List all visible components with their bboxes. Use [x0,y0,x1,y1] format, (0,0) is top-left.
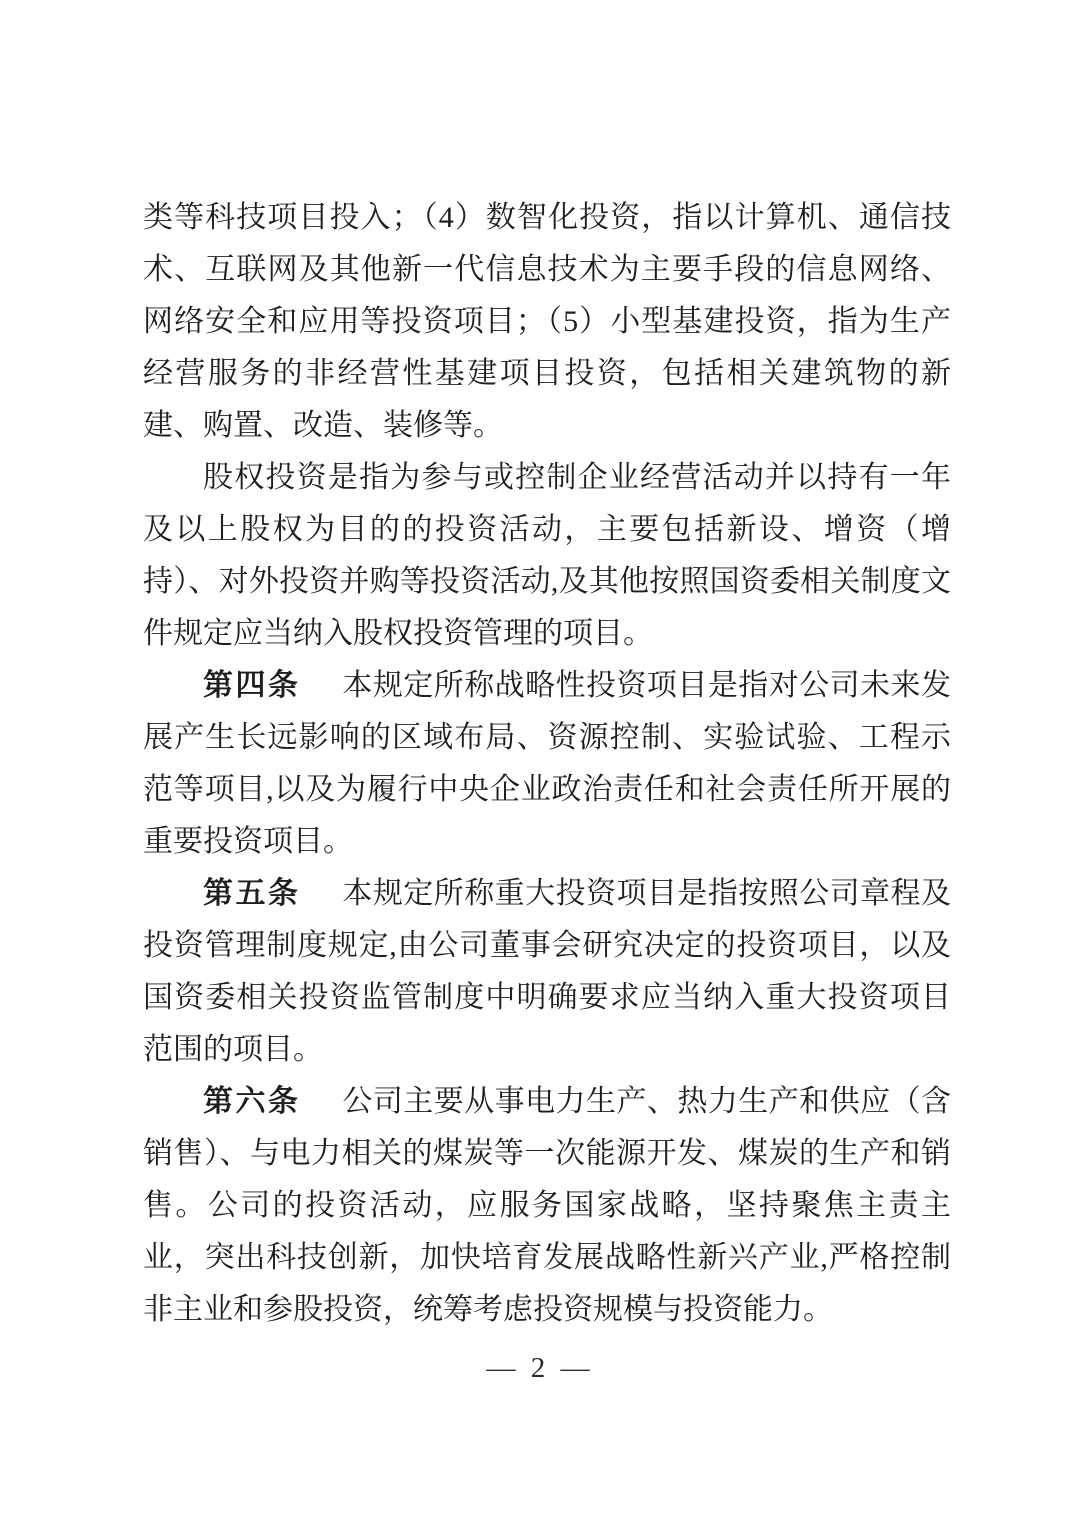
paragraph-article-5 [143,868,951,1076]
paragraph-text: 本规定所称战略性投资项目是指对公司未来发展产生长远影响的区域布局、资源控制、实验试验、工程示范等项目,以及为履行中央企业政治责任和社会责任所开展的重要投资项目。 [143,669,952,858]
page-number: — 2 — [486,1352,594,1384]
paragraph-article-4 [143,660,951,868]
paragraph-text: 股权投资是指为参与或控制企业经营活动并以持有一年及以上股权为目的的投资活动，主要包括新设、增资（增持）、对外投资并购等投资活动,及其他按照国资委相关制度文件规定应当纳入股权投资管理的项目。 [143,461,951,650]
paragraph-text: 本规定所称重大投资项目是指按照公司章程及投资管理制度规定,由公司董事会研究决定的投资项目，以及国资委相关投资监管制度中明确要求应当纳入重大投资项目范围的项目。 [143,877,952,1066]
paragraph-text: 公司主要从事电力生产、热力生产和供应（含销售）、与电力相关的煤炭等一次能源开发、煤炭的生产和销售。公司的投资活动，应服务国家战略，坚持聚焦主责主业，突出科技创新，加快培育发展战略性新兴产业,严格控制非主业和参股投资，统筹考虑投资规模与投资能力。 [143,1085,952,1326]
paragraph-text: 类等科技项目投入；（4）数智化投资，指以计算机、通信技术、互联网及其他新一代信息技术为主要手段的信息网络、网络安全和应用等投资项目；（5）小型基建投资，指为生产经营服务的非经营性基建项目投资，包括相关建筑物的新建、购置、改造、装修等。 [143,201,951,442]
article-6-heading: 第六条 [203,1085,301,1118]
document-body [143,192,951,1336]
article-4-heading: 第四条 [203,669,301,702]
paragraph-article-6 [143,1076,951,1336]
paragraph-equity-investment [143,452,951,660]
article-5-heading: 第五条 [203,877,301,910]
paragraph-continuation [143,192,951,452]
